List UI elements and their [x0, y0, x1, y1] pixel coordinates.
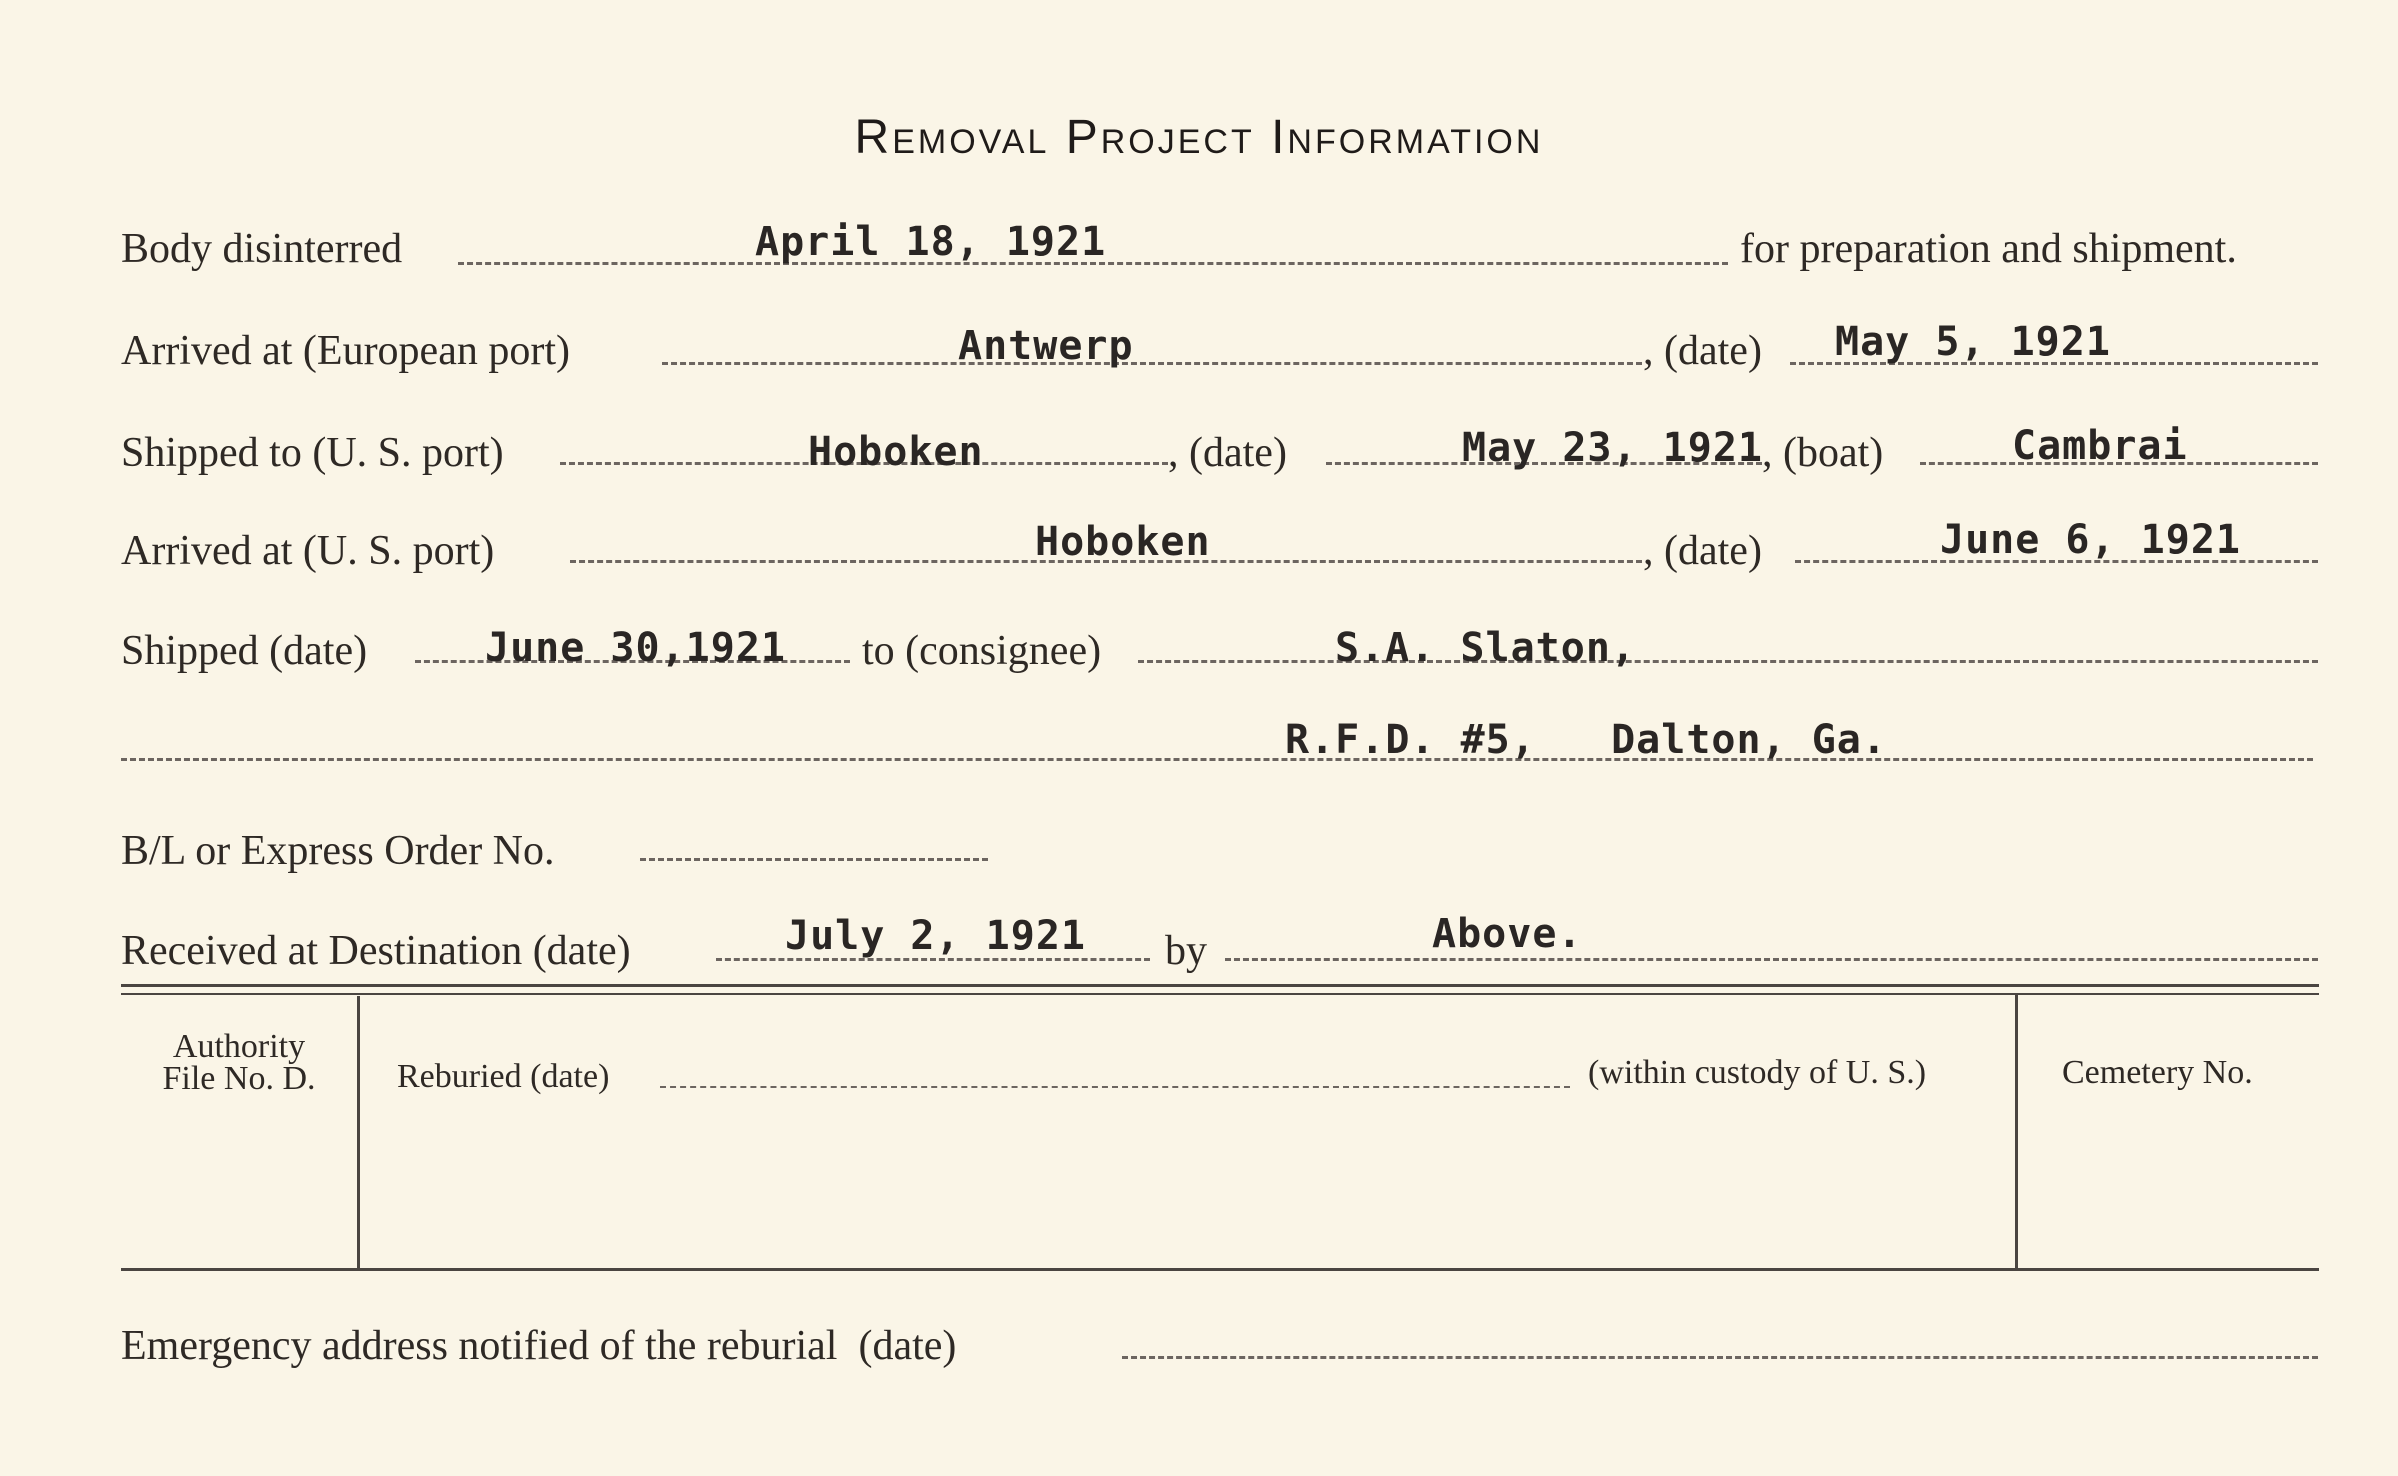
shipped-us-boat-label: , (boat) — [1762, 430, 1884, 476]
body-disinterred-suffix: for preparation and shipment. — [1740, 226, 2237, 272]
consignee-dotted-line — [1138, 660, 2318, 663]
card-title: Removal Project Information — [854, 111, 1544, 164]
reburied-dotted-line — [660, 1086, 1570, 1088]
shipped-us-value: Hoboken — [808, 429, 984, 475]
cemetery-number-label: Cemetery No. — [2062, 1054, 2253, 1091]
shipped-date-value: June 30,1921 — [485, 625, 786, 671]
custody-label: (within custody of U. S.) — [1588, 1054, 1927, 1091]
arrived-european-date-label: , (date) — [1643, 328, 1762, 374]
bl-order-label: B/L or Express Order No. — [121, 828, 555, 874]
bl-order-dotted-line — [640, 858, 988, 861]
consignee-value: S.A. Slaton, — [1335, 625, 1636, 671]
shipped-us-date-label: , (date) — [1168, 430, 1287, 476]
authority-column-divider — [357, 996, 360, 1270]
received-by-dotted-line — [1225, 958, 2318, 961]
emergency-dotted-line — [1122, 1356, 2318, 1359]
shipped-date-label: Shipped (date) — [121, 628, 368, 674]
arrived-us-date-label: , (date) — [1643, 528, 1762, 574]
authority-label-line2: File No. D. — [162, 1060, 316, 1097]
consignee-address-value: R.F.D. #5, Dalton, Ga. — [1285, 717, 1887, 763]
consignee-label: to (consignee) — [862, 628, 1102, 674]
received-label: Received at Destination (date) — [121, 928, 631, 974]
emergency-label: Emergency address notified of the reburial (date) — [121, 1323, 957, 1369]
received-value: July 2, 1921 — [785, 913, 1086, 959]
arrived-european-label: Arrived at (European port) — [121, 328, 570, 374]
top-double-rule-lower — [121, 993, 2319, 995]
authority-label-line1: Authority — [172, 1028, 306, 1065]
arrived-european-value: Antwerp — [958, 323, 1134, 369]
body-disinterred-value: April 18, 1921 — [755, 219, 1107, 265]
arrived-us-value: Hoboken — [1035, 519, 1211, 565]
arrived-european-date-value: May 5, 1921 — [1835, 319, 2111, 365]
body-disinterred-label: Body disinterred — [121, 226, 403, 272]
address-dotted-line — [121, 758, 2313, 761]
shipped-us-boat-value: Cambrai — [2012, 423, 2188, 469]
top-double-rule-upper — [121, 984, 2319, 987]
arrived-us-date-value: June 6, 1921 — [1940, 517, 2241, 563]
shipped-us-date-value: May 23, 1921 — [1462, 425, 1763, 471]
bottom-rule — [121, 1268, 2319, 1271]
received-by-value: Above. — [1432, 911, 1583, 957]
reburied-label: Reburied (date) — [397, 1058, 610, 1095]
arrived-us-label: Arrived at (U. S. port) — [121, 528, 495, 574]
received-by-label: by — [1165, 928, 1207, 974]
shipped-us-label: Shipped to (U. S. port) — [121, 430, 504, 476]
arrived-european-dotted-line — [662, 362, 1642, 365]
cemetery-column-divider — [2015, 994, 2018, 1268]
